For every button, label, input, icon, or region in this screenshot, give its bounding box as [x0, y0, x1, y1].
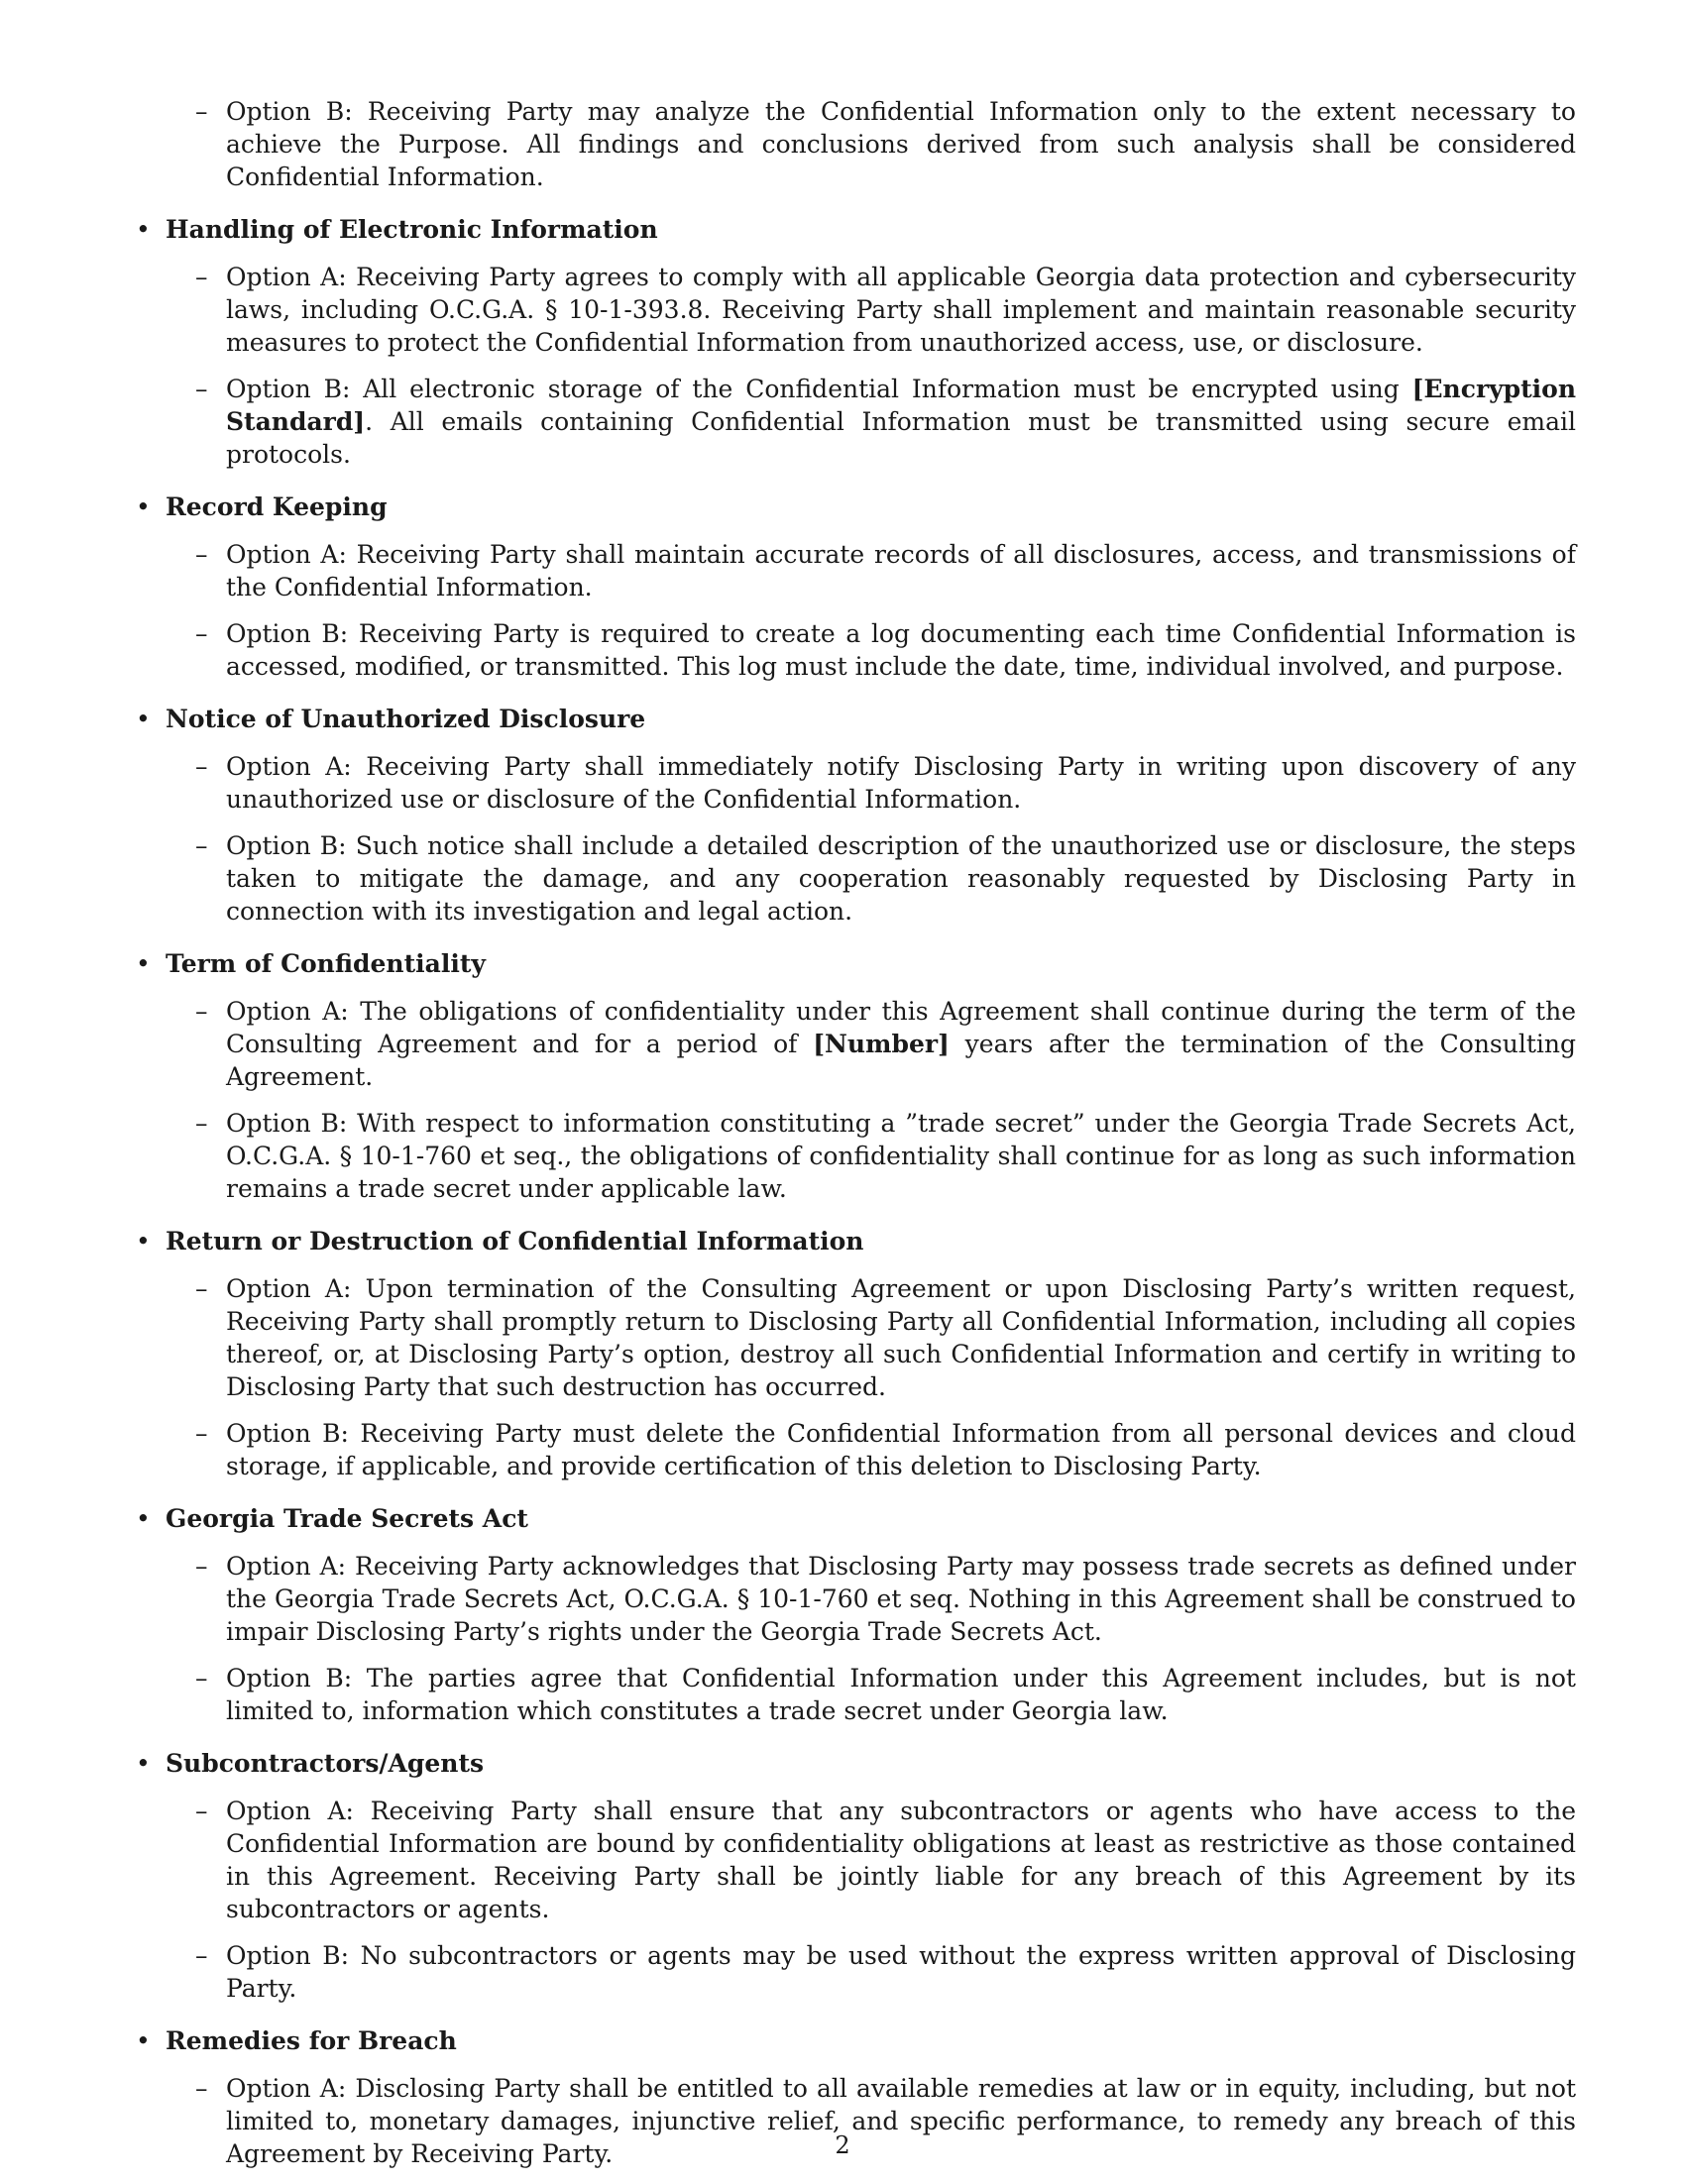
- option-label: Option B:: [226, 1941, 350, 1970]
- section-title-text: Remedies for Breach: [166, 2026, 457, 2055]
- section-title-text: Handling of Electronic Information: [166, 215, 658, 244]
- option-item: [134, 750, 1576, 816]
- document-body: [134, 95, 1576, 2184]
- option-item: [134, 829, 1576, 928]
- option-item: [134, 1417, 1576, 1482]
- section-heading: [134, 1225, 1576, 1258]
- dash-bullet: –: [195, 1419, 208, 1448]
- option-text: Receiving Party shall immediately notify Disclosing Party in writing upon discovery of any unauthorized use or disclosure of the Confidential Information.: [226, 752, 1576, 814]
- option-item: [134, 538, 1576, 603]
- option-label: Option A:: [226, 1797, 354, 1825]
- section-title-text: Record Keeping: [166, 492, 388, 521]
- option-item: [134, 1795, 1576, 1925]
- section-heading: [134, 491, 1576, 524]
- option-text: Receiving Party shall ensure that any subcontractors or agents who have access to the Confidential Information are bound by confidentiality obligations at least as restrictive as those contained in this Agreement. Receiving Party shall be jointly liable for any breach of this Agreement by its subcontractors or agents.: [226, 1797, 1576, 1923]
- option-label: Option A:: [226, 263, 347, 291]
- placeholder-number: [Number]: [813, 1030, 950, 1058]
- option-item: [134, 995, 1576, 1093]
- option-item: [134, 1662, 1576, 1727]
- placeholder-encryption-standard: [Encryption Standard]: [226, 375, 1577, 436]
- option-text: Receiving Party shall maintain accurate records of all disclosures, access, and transmissions of the Confidential Information.: [226, 540, 1576, 601]
- bullet: •: [136, 2026, 151, 2055]
- section-title-text: Subcontractors/Agents: [166, 1749, 485, 1778]
- option-item: [134, 1272, 1576, 1403]
- dash-bullet: –: [195, 1797, 208, 1825]
- option-item: [134, 1939, 1576, 2005]
- section-heading: [134, 1502, 1576, 1536]
- option-label: Option B:: [226, 619, 349, 648]
- option-label: Option A:: [226, 1552, 347, 1581]
- bullet: •: [136, 1749, 151, 1778]
- dash-bullet: –: [195, 375, 208, 403]
- option-label: Option B:: [226, 1419, 349, 1448]
- option-text: Receiving Party must delete the Confidential Information from all personal devices and cloud storage, if applicable, and provide certification of this deletion to Disclosing Party.: [226, 1419, 1576, 1480]
- section-heading: [134, 1747, 1576, 1781]
- option-label: Option B:: [226, 1664, 353, 1693]
- option-item: [134, 373, 1576, 471]
- option-text: Disclosing Party shall be entitled to all available remedies at law or in equity, including, but not limited to, monetary damages, injunctive relief, and specific performance, to remedy any breach of this Agreement by Receiving Party.: [226, 2074, 1576, 2168]
- dash-bullet: –: [195, 619, 208, 648]
- option-text: Receiving Party acknowledges that Disclosing Party may possess trade secrets as defined under the Georgia Trade Secrets Act, O.C.G.A. § 10-1-760 et seq. Nothing in this Agreement shall be construed to impair Disclosing Party’s rights under the Georgia Trade Secrets Act.: [226, 1552, 1576, 1646]
- option-text: The parties agree that Confidential Information under this Agreement includes, but is not limited to, information which constitutes a trade secret under Georgia law.: [226, 1664, 1576, 1725]
- section-notice-unauthorized-disclosure: [134, 703, 1576, 928]
- section-heading: [134, 213, 1576, 247]
- option-text: No subcontractors or agents may be used without the express written approval of Disclosing Party.: [226, 1941, 1576, 2003]
- dash-bullet: –: [195, 540, 208, 569]
- dash-bullet: –: [195, 997, 208, 1026]
- page-number: 2: [835, 2131, 850, 2159]
- section-title-text: Term of Confidentiality: [166, 949, 486, 978]
- dash-bullet: –: [195, 1552, 208, 1581]
- section-heading: [134, 947, 1576, 981]
- option-item: [134, 1550, 1576, 1648]
- dash-bullet: –: [195, 263, 208, 291]
- section-term-of-confidentiality: [134, 947, 1576, 1205]
- dash-bullet: –: [195, 1941, 208, 1970]
- section-subcontractors-agents: [134, 1747, 1576, 2005]
- option-text-after: . All emails containing Confidential Information must be transmitted using secure email protocols.: [226, 407, 1576, 469]
- dash-bullet: –: [195, 831, 208, 860]
- option-text: Receiving Party may analyze the Confidential Information only to the extent necessary to achieve the Purpose. All findings and conclusions derived from such analysis shall be considered Confidential Information.: [226, 97, 1576, 191]
- option-label: Option A:: [226, 1274, 352, 1303]
- option-label: Option B:: [226, 375, 351, 403]
- option-text-before: All electronic storage of the Confidential Information must be encrypted using: [363, 375, 1412, 403]
- option-item: [134, 261, 1576, 359]
- option-label: Option A:: [226, 752, 352, 781]
- option-item: [134, 617, 1576, 683]
- bullet: •: [136, 1227, 151, 1256]
- bullet: •: [136, 215, 151, 244]
- dash-bullet: –: [195, 1274, 208, 1303]
- section-return-or-destruction: [134, 1225, 1576, 1482]
- dash-bullet: –: [195, 1664, 208, 1693]
- bullet: •: [136, 1504, 151, 1533]
- option-label: Option B:: [226, 97, 353, 126]
- dash-bullet: –: [195, 752, 208, 781]
- dash-bullet: –: [195, 2074, 208, 2103]
- section-title-text: Georgia Trade Secrets Act: [166, 1504, 528, 1533]
- bullet: •: [136, 949, 151, 978]
- option-label: Option A:: [226, 997, 349, 1026]
- option-item: [134, 1107, 1576, 1205]
- option-label: Option B:: [226, 1109, 348, 1138]
- option-label: Option A:: [226, 540, 347, 569]
- section-handling-electronic-information: [134, 213, 1576, 471]
- option-text: Such notice shall include a detailed description of the unauthorized use or disclosure, the steps taken to mitigate the damage, and any cooperation reasonably requested by Disclosing Party in connection with its investigation and legal action.: [226, 831, 1576, 926]
- section-heading: [134, 2024, 1576, 2058]
- option-text-after: years after the termination of the Consulting Agreement.: [226, 1030, 1576, 1091]
- option-text: Receiving Party is required to create a log documenting each time Confidential Information is accessed, modified, or transmitted. This log must include the date, time, individual involved, and purpose.: [226, 619, 1577, 681]
- option-text-before: The obligations of confidentiality under this Agreement shall continue during the term of the Consulting Agreement and for a period of: [226, 997, 1577, 1058]
- bullet: •: [136, 705, 151, 733]
- section-title-text: Notice of Unauthorized Disclosure: [166, 705, 646, 733]
- section-record-keeping: [134, 491, 1576, 683]
- section-georgia-trade-secrets-act: [134, 1502, 1576, 1727]
- bullet: •: [136, 492, 151, 521]
- option-text: With respect to information constituting a ”trade secret” under the Georgia Trade Secrets Act, O.C.G.A. § 10-1-760 et seq., the obligations of confidentiality shall continue for as long as such information remains a trade secret under applicable law.: [226, 1109, 1577, 1203]
- dash-bullet: –: [195, 97, 208, 126]
- option-label: Option A:: [226, 2074, 347, 2103]
- option-item: [134, 95, 1576, 193]
- option-text: Upon termination of the Consulting Agreement or upon Disclosing Party’s written request, Receiving Party shall promptly return to Disclosing Party all Confidential Information, including all copies thereof, or, at Disclosing Party’s option, destroy all such Confidential Information and certify in writing to Disclosing Party that such destruction has occurred.: [226, 1274, 1576, 1401]
- option-text: Receiving Party agrees to comply with all applicable Georgia data protection and cybersecurity laws, including O.C.G.A. § 10-1-393.8. Receiving Party shall implement and maintain reasonable security measures to protect the Confidential Information from unauthorized access, use, or disclosure.: [226, 263, 1576, 357]
- option-label: Option B:: [226, 831, 347, 860]
- section-heading: [134, 703, 1576, 736]
- dash-bullet: –: [195, 1109, 208, 1138]
- section-title-text: Return or Destruction of Confidential Information: [166, 1227, 864, 1256]
